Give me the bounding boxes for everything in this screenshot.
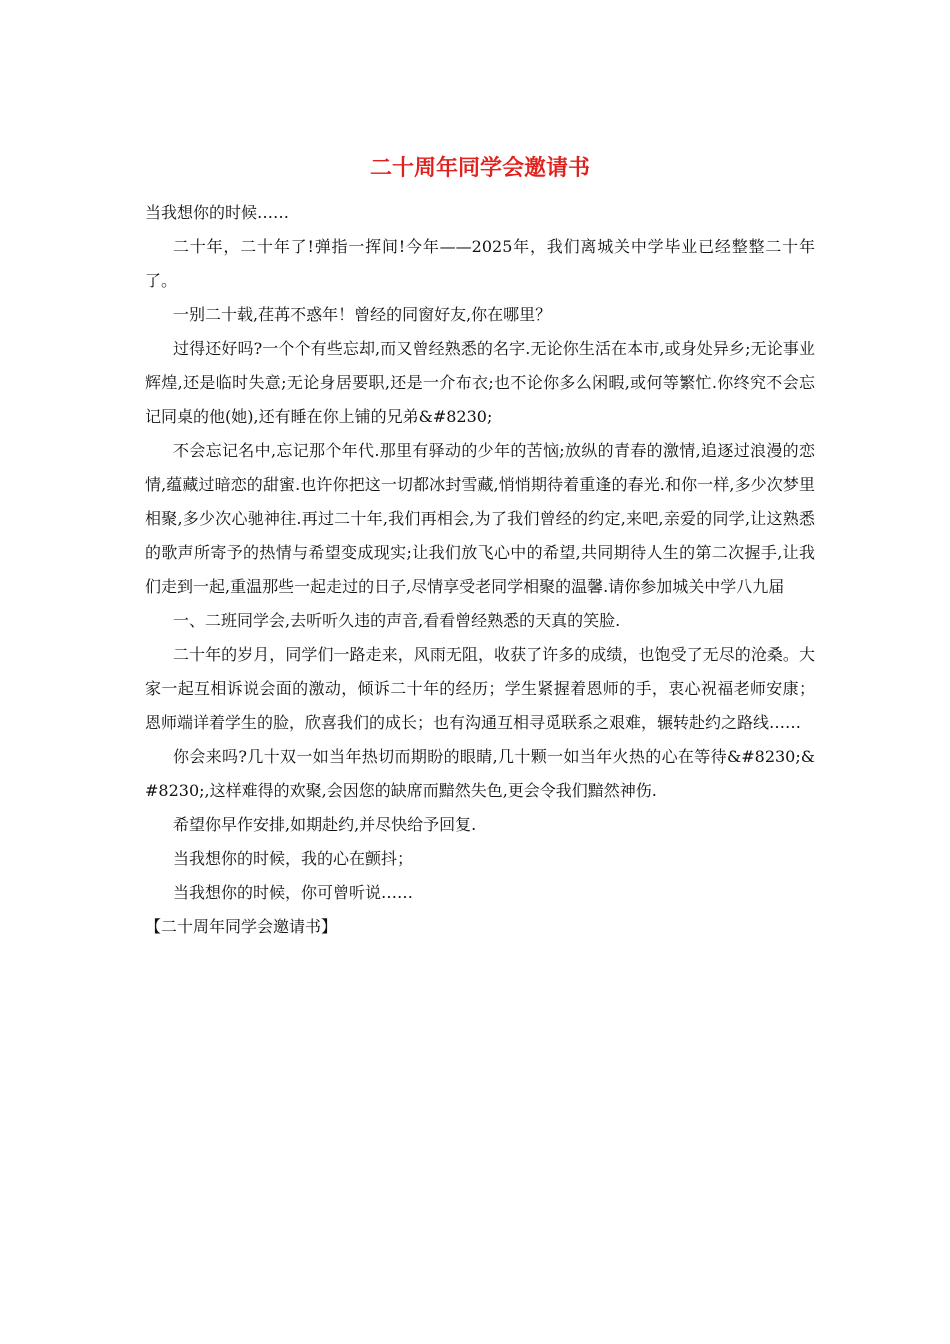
opening-line: 当我想你的时候…… xyxy=(145,203,290,222)
paragraph: 当我想你的时候，我的心在颤抖； xyxy=(173,849,414,868)
paragraph: 过得还好吗?一个个有些忘却,而又曾经熟悉的名字.无论你生活在本市,或身处异乡;无论事业辉煌,还是临时失意;无论身居要职,还是一介布衣;也不论你多么闲暇,或何等繁忙.你终究不会忘记同桌的他(她),还有睡在你上铺的兄弟&#8230; xyxy=(145,339,815,426)
paragraph: 当我想你的时候，你可曾听说…… xyxy=(173,883,414,902)
paragraph: 希望你早作安排,如期赴约,并尽快给予回复. xyxy=(173,815,477,834)
document-footer: 【二十周年同学会邀请书】 xyxy=(145,917,338,936)
paragraph: 不会忘记名中,忘记那个年代.那里有驿动的少年的苦恼;放纵的青春的激情,追逐过浪漫的恋情,蕴藏过暗恋的甜蜜.也许你把这一切都冰封雪藏,悄悄期待着重逢的春光.和你一样,多少次梦里相聚,多少次心驰神往.再过二十年,我们再相会,为了我们曾经的约定,来吧,亲爱的同学,让这熟悉的歌声所寄予的热情与希望变成现实;让我们放飞心中的希望,共同期待人生的第二次握手,让我们走到一起,重温那些一起走过的日子,尽情享受老同学相聚的温馨.请你参加城关中学八九届 xyxy=(145,441,815,596)
document-page xyxy=(145,150,815,944)
paragraph: 二十年，二十年了!弹指一挥间!今年——2025年，我们离城关中学毕业已经整整二十年了。 xyxy=(145,237,815,290)
paragraph: 一别二十载,荏苒不惑年！曾经的同窗好友,你在哪里？ xyxy=(173,305,552,324)
document-title: 二十周年同学会邀请书 xyxy=(369,155,590,181)
paragraph: 二十年的岁月，同学们一路走来，风雨无阻，收获了许多的成绩，也饱受了无尽的沧桑。大家一起互相诉说会面的激动，倾诉二十年的经历；学生紧握着恩师的手，衷心祝福老师安康；恩师端详着学生的脸，欣喜我们的成长；也有沟通互相寻觅联系之艰难，辗转赴约之路线…… xyxy=(145,645,815,732)
paragraph: 你会来吗?几十双一如当年热切而期盼的眼睛,几十颗一如当年火热的心在等待&#8230;&#8230;,这样难得的欢聚,会因您的缺席而黯然失色,更会令我们黯然神伤. xyxy=(145,747,815,800)
paragraph: 一、二班同学会,去听听久违的声音,看看曾经熟悉的天真的笑脸. xyxy=(173,611,621,630)
